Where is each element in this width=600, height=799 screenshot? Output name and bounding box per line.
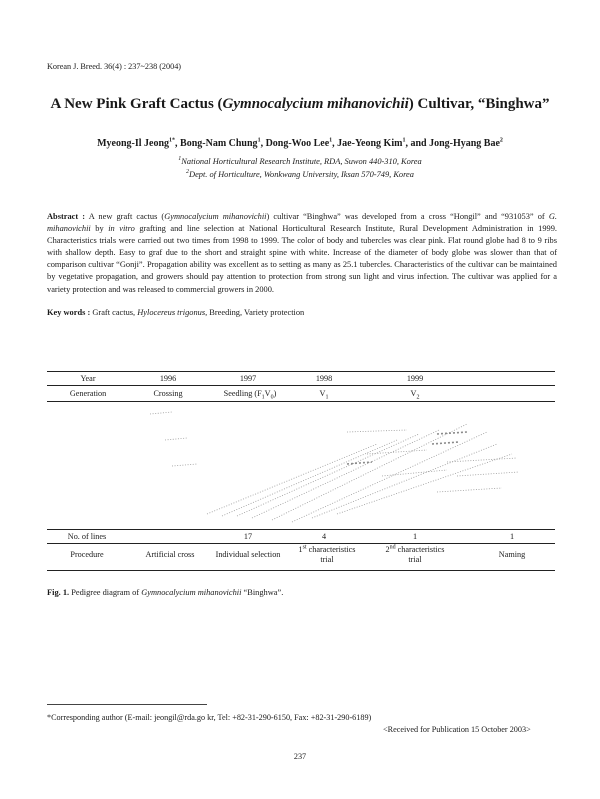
pedigree-lines <box>47 410 555 528</box>
caption-text: “Binghwa”. <box>241 588 284 597</box>
keywords <box>47 308 304 317</box>
procedure-cell: Artificial cross <box>145 550 195 559</box>
table-rule-bottom <box>47 570 555 571</box>
author-mark: 1* <box>169 137 176 144</box>
author-mark: 2 <box>499 137 503 144</box>
procedure-text: characteristics <box>306 545 356 554</box>
abstract-text: ) cultivar “Binghwa” was developed from a cross “Hongil” and “931053” of <box>266 212 549 221</box>
abstract-text: grafting and line selection at National Horticultural Research Institute, Rural Development Administration in 1999. Characteristics trials were carried out two times from 1998 to 1999. The color of body and tubercles was clear pink. Flat round globe had 8 to 9 ribs with shallow depth. Easy to graf due to the short and straight spine with white. Increase of the diameter of body globe was slower than that of comparison cultivar “Gonji”. Propagation ability was excellent as to setting as many as 25.1 tubercles. Characteristics of the cultivar can be maintained by vegetative propagation, and growers should pay attention to protection from strong sun light and virus infection. The cultivar was applied for a variety protection and was released to commercial growers in 2000. <box>47 224 558 294</box>
keywords-text: , Breeding, Variety protection <box>205 308 305 317</box>
lines-cell: 4 <box>321 532 327 541</box>
procedure-sup: nd <box>389 544 396 551</box>
author: Myeong-Il Jeong <box>97 138 170 149</box>
lines-cell: 1 <box>412 532 418 541</box>
keywords-label: Key words : <box>47 308 91 317</box>
table-rule <box>47 543 555 544</box>
generation-sub: 1 <box>325 394 329 401</box>
lines-label: No. of lines <box>67 532 107 541</box>
year-cell: 1996 <box>159 374 177 383</box>
caption-label: Fig. 1. <box>47 588 70 597</box>
corresponding-author-note: *Corresponding author (E-mail: jeongil@rda.go kr, Tel: +82-31-290-6150, Fax: +82-31-290-6189) <box>47 713 372 722</box>
paper-title <box>0 96 600 113</box>
abstract <box>47 211 557 296</box>
generation-text: Seedling (F <box>223 389 262 398</box>
page-number: 237 <box>293 752 307 761</box>
author-mark: 1 <box>402 137 406 144</box>
generation-sub: 1 <box>261 394 265 401</box>
affiliation <box>0 170 600 179</box>
affiliation-mark: 2 <box>186 169 190 176</box>
title-species: Gymnocalycium mihanovichii <box>222 96 409 112</box>
year-cell: 1997 <box>239 374 257 383</box>
figure-caption <box>47 588 283 597</box>
year-label: Year <box>80 374 96 383</box>
generation-cell <box>304 389 344 399</box>
generation-text: V <box>319 389 326 398</box>
procedure-text: characteristics <box>395 545 445 554</box>
author-list: Myeong-Il Jeong$^{1*}$, Bong-Nam Chung$^1$, Dong-Woo Lee$^1$, Jae-Yeong Kim$^1$, and Jong-Hyang Bae$^2$ <box>97 137 503 149</box>
abstract-text: A new graft cactus ( <box>85 212 165 221</box>
affiliation-text: National Horticultural Research Institute, RDA, Suwon 440-310, Korea <box>181 157 422 166</box>
procedure-cell: Naming <box>498 550 526 559</box>
generation-label: Generation <box>69 389 107 398</box>
procedure-cell <box>372 545 458 565</box>
title-part: A New Pink Graft Cactus ( <box>50 96 223 112</box>
procedure-cell: Individual selection <box>215 550 281 559</box>
author-mark: 1 <box>329 137 333 144</box>
generation-sub: 2 <box>416 394 420 401</box>
received-date: <Received for Publication 15 October 2003> <box>383 725 531 734</box>
procedure-text: 2 <box>385 545 390 554</box>
procedure-text: trial <box>408 555 422 564</box>
keywords-italic: Hylocereus trigonus <box>137 308 206 317</box>
generation-text: V <box>264 389 271 398</box>
affiliation <box>0 157 600 166</box>
generation-cell: Crossing <box>153 389 183 398</box>
table-rule-top <box>47 371 555 372</box>
footnote-rule <box>47 704 207 705</box>
author: Jae-Yeong Kim <box>337 138 403 149</box>
procedure-cell <box>284 545 370 565</box>
abstract-italic: Gymnocalycium mihanovichii <box>164 212 267 221</box>
affiliation-mark: 1 <box>178 156 182 163</box>
procedure-text: 1 <box>298 545 303 554</box>
generation-text: ) <box>273 389 277 398</box>
caption-italic: Gymnocalycium mihanovichii <box>141 588 242 597</box>
author: Jong-Hyang Bae <box>429 138 500 149</box>
procedure-label: Procedure <box>70 550 104 559</box>
title-part: ) Cultivar, “Binghwa” <box>408 96 550 112</box>
keywords-text: Graft cactus, <box>90 308 138 317</box>
year-cell: 1998 <box>315 374 333 383</box>
generation-sub: 0 <box>270 394 274 401</box>
abstract-text: by <box>90 224 109 234</box>
procedure-text: trial <box>320 555 334 564</box>
year-cell: 1999 <box>406 374 424 383</box>
table-rule <box>47 529 555 530</box>
author: Bong-Nam Chung <box>180 138 258 149</box>
author-mark: 1 <box>257 137 261 144</box>
table-rule <box>47 401 555 402</box>
author: Dong-Woo Lee <box>265 138 330 149</box>
generation-cell <box>395 389 435 399</box>
generation-cell <box>208 389 292 399</box>
abstract-italic: G. mihanovichii <box>47 212 557 234</box>
table-rule <box>47 385 555 386</box>
lines-cell: 17 <box>243 532 253 541</box>
caption-text: Pedigree diagram of <box>69 588 142 597</box>
generation-text: V <box>410 389 417 398</box>
journal-reference: Korean J. Breed. 36(4) : 237~238 (2004) <box>47 62 182 71</box>
affiliation-text: Dept. of Horticulture, Wonkwang University, Iksan 570-749, Korea <box>189 170 414 179</box>
lines-cell: 1 <box>509 532 515 541</box>
abstract-italic: in vitro <box>108 224 135 234</box>
procedure-sup: st <box>302 544 307 551</box>
abstract-label: Abstract : <box>47 212 86 221</box>
